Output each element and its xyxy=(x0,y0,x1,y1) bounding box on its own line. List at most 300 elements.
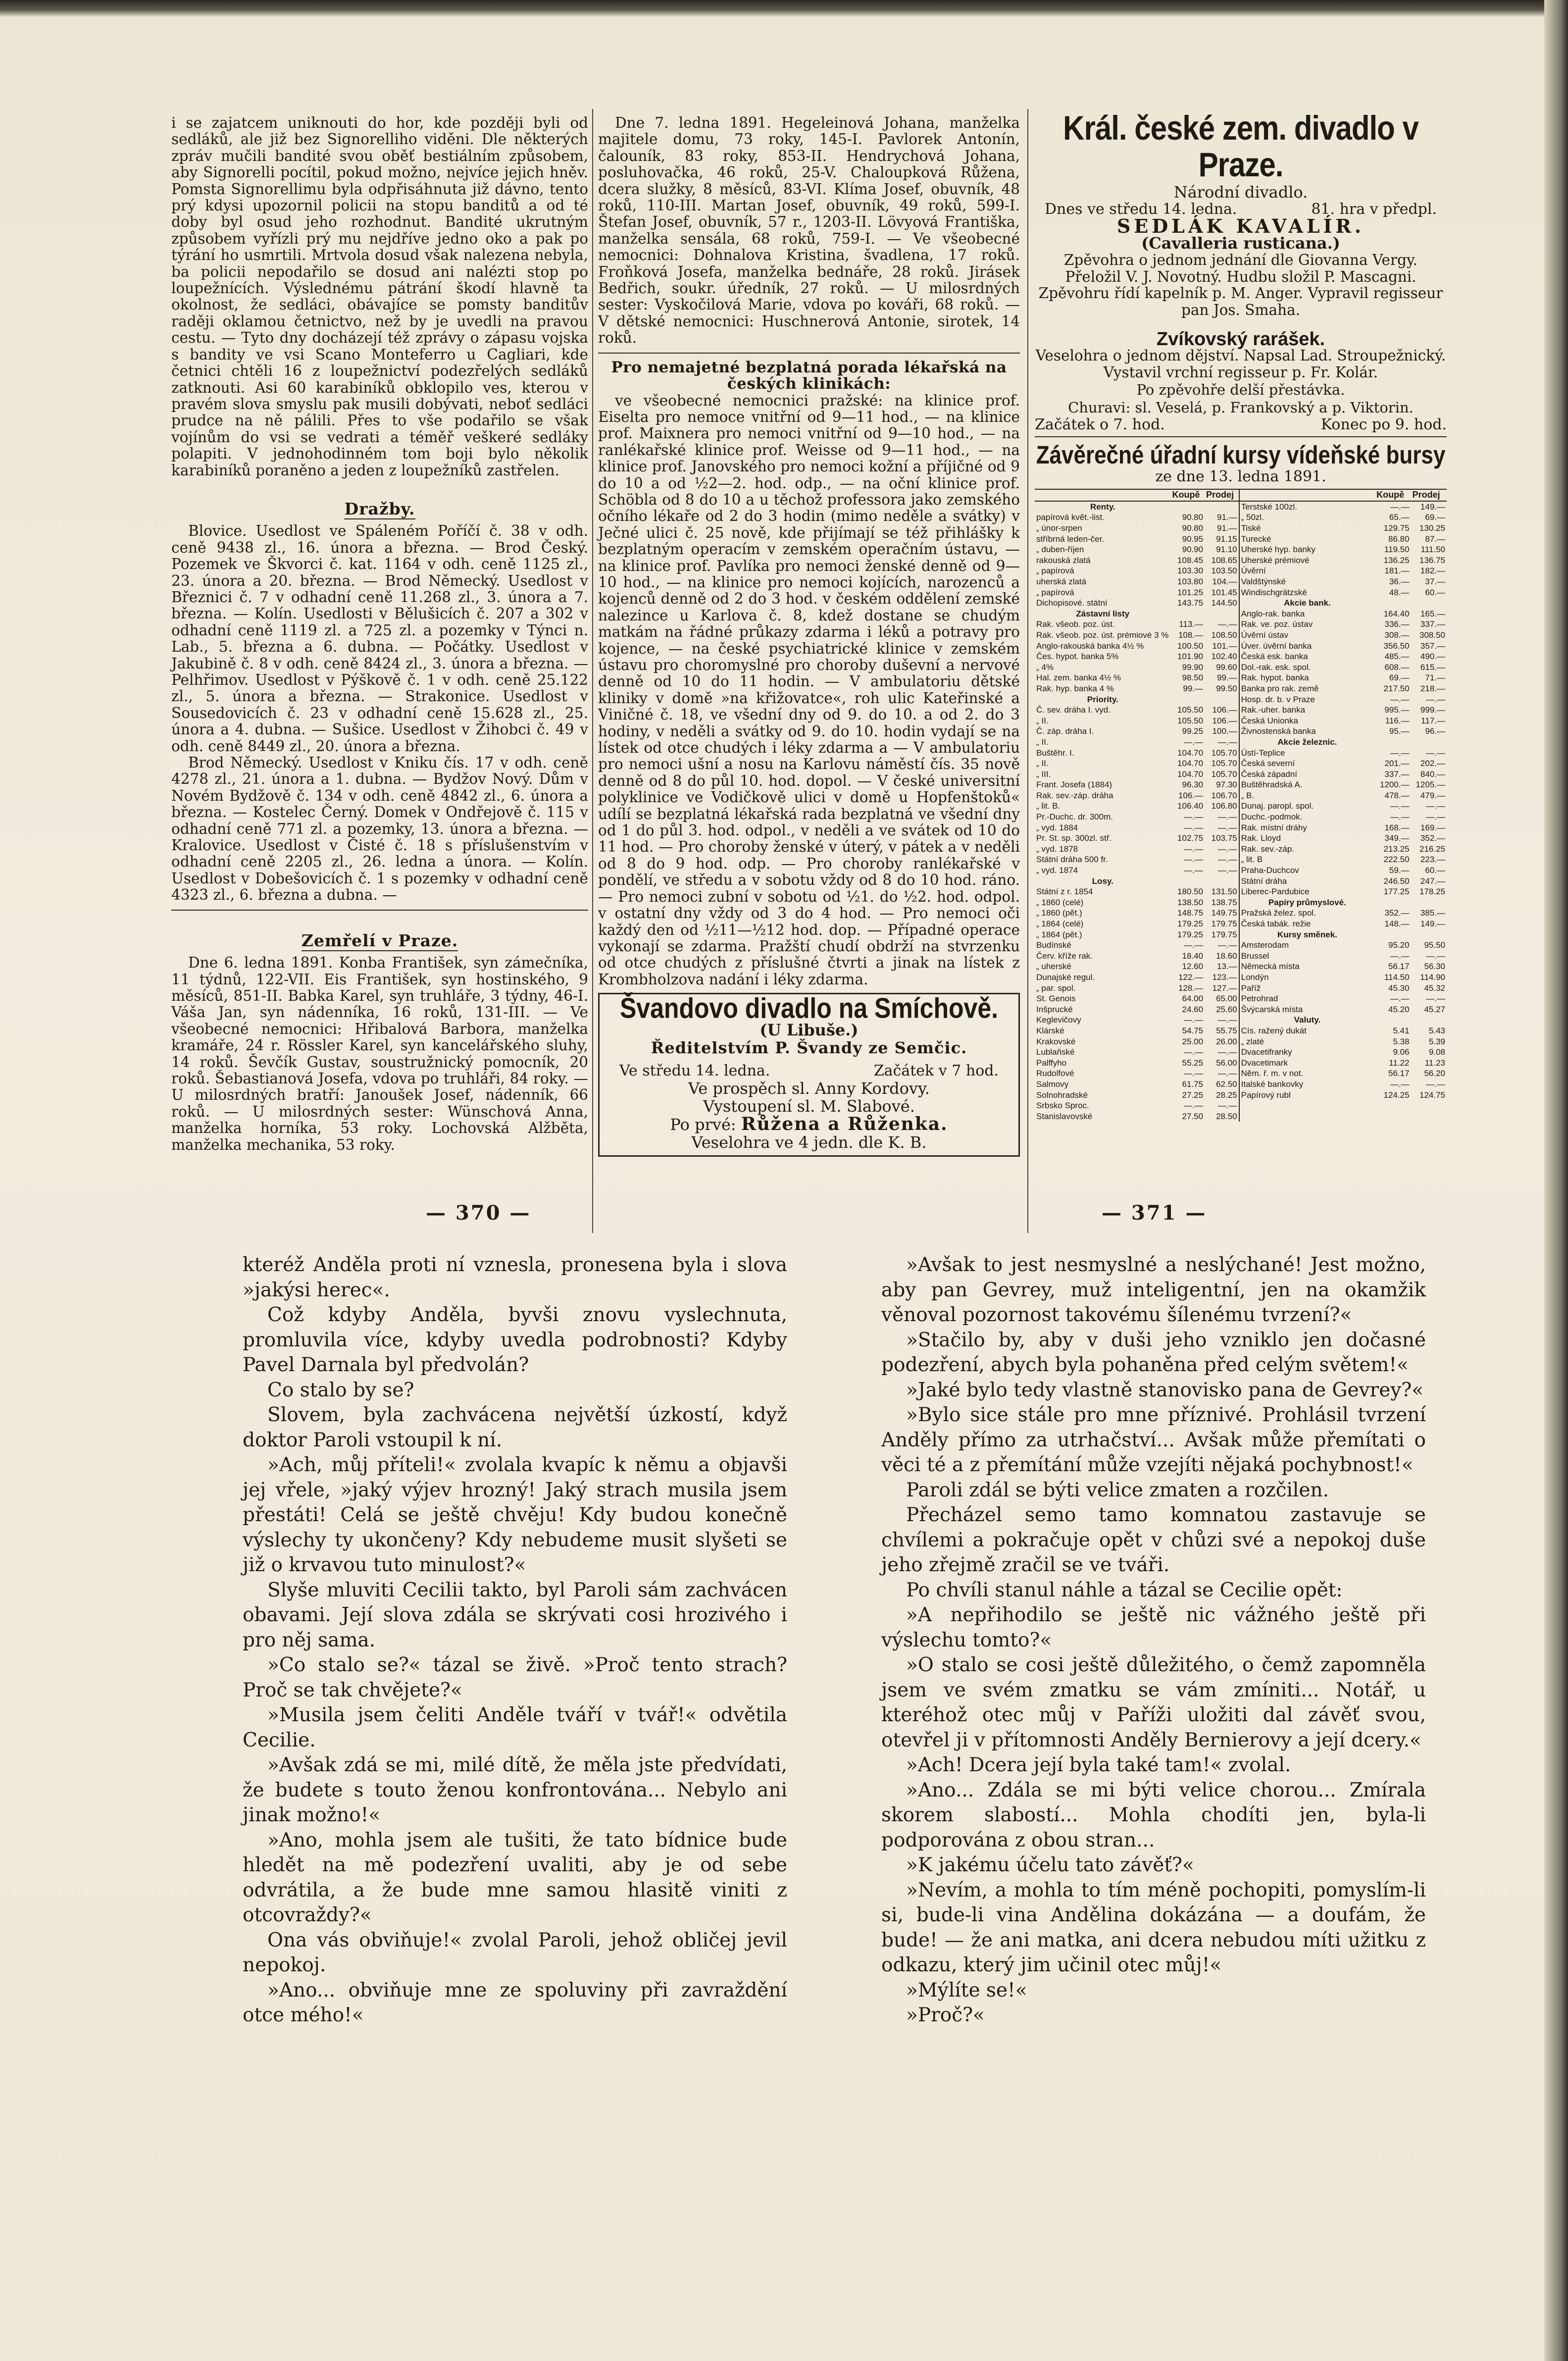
buy-price: 104.70 xyxy=(1177,769,1204,779)
novel-paragraph: »O stalo se cosi ještě důležitého, o čemž zapomněla jsem ve svém zmatku se vám zmíniti... Notář, u kteréhož otec můj v Paříži uložiti dal závěť svou, otevřel ji v přítomnosti Anděly Bernierovy a její dcery.« xyxy=(881,1654,1426,1751)
security-name: „ lit. B xyxy=(1239,854,1375,865)
sell-price: —.— xyxy=(1426,801,1445,811)
sell-price: —.— xyxy=(1217,1069,1237,1078)
buy-price: —.— xyxy=(1184,866,1204,875)
novel-paragraph: »Stačilo by, aby v duši jeho vzniklo jen dočasné podezření, abych byla pohaněna před celým světem!« xyxy=(881,1329,1426,1376)
security-name: „ 1860 (pět.) xyxy=(1036,908,1082,918)
security-name: „ II. xyxy=(1036,759,1049,769)
novel-paragraph: Slyše mluviti Cecilii takto, byl Paroli sám zachvácen obavami. Její slova zdála se skrývati cosi hrozivého i pro něj sama. xyxy=(243,1579,787,1651)
sell-price: 100.— xyxy=(1212,726,1237,736)
buy-price: 485.— xyxy=(1384,652,1410,662)
buy-price: 103.80 xyxy=(1177,577,1204,586)
buy-price: 24.60 xyxy=(1182,1004,1204,1014)
sell-price: 149.— xyxy=(1420,919,1445,928)
exchange-row xyxy=(1035,801,1447,812)
security-name: papírová květ.-list. xyxy=(1036,513,1105,522)
exchange-row xyxy=(1035,972,1447,983)
sell-price: —.— xyxy=(1217,866,1237,875)
buy-price: 308.— xyxy=(1384,630,1410,640)
sell-price: —.— xyxy=(1217,812,1237,822)
security-name: „ vyd. 1878 xyxy=(1036,844,1078,854)
exchange-row xyxy=(1035,833,1447,844)
buy-price: 122.— xyxy=(1178,972,1204,982)
buy-price: 103.30 xyxy=(1177,566,1204,576)
play-note: Po zpěvohře delší přestávka. xyxy=(1136,381,1345,399)
security-name: Rudolfové xyxy=(1036,1069,1074,1078)
security-name: „ 1864 (pět.) xyxy=(1036,929,1082,939)
sell-price: 840.— xyxy=(1420,769,1445,779)
buy-price: —.— xyxy=(1390,801,1410,811)
sell-price: 179.75 xyxy=(1211,929,1237,939)
buy-price: 201.— xyxy=(1384,759,1410,769)
auctions-list-2: Brod Německý. Usedlost v Kniku čís. 17 v odh. ceně 4278 zl., 21. února a 1. dubna. — Bydžov Nový. Dům v Novém Bydžově č. 134 v odh. ceně 4842 zl., 6. února a března. — Kostelec Černý. Domek v Ondřejově č. 115 v odhadní ceně 771 zl. a pozemky, 13. února a března. — Kralovice. Usedlost v Čisté č. 18 s příslušenstvím v odhadní ceně 2205 zl., 26. ledna a února. — Kolín. Usedlost v Dobešovicích č. 1 s pozemky v odhadní ceně 4323 zl., 6. března a dubna. — xyxy=(171,754,588,904)
buy-price xyxy=(1375,897,1411,908)
sell-price: 131.50 xyxy=(1211,887,1237,897)
security-name: „ 1860 (celé) xyxy=(1036,897,1084,907)
buy-price: 356.50 xyxy=(1383,641,1410,651)
security-name: „ 1864 (celé) xyxy=(1036,919,1084,928)
buy-price: 98.50 xyxy=(1182,673,1204,683)
security-name: Česká tabák. režie xyxy=(1239,919,1375,929)
buy-price: 48.— xyxy=(1389,587,1410,597)
novel-right-column xyxy=(881,1253,1426,2028)
sell-price: —.— xyxy=(1217,940,1237,950)
sell-price: 91.10 xyxy=(1216,545,1237,555)
national-theatre-title: Král. české zem. divadlo v Praze. xyxy=(1063,109,1418,184)
exchange-row xyxy=(1035,812,1447,822)
auctions-list-1: Blovice. Usedlost ve Spáleném Poříčí č. 38 v odh. ceně 9438 zl., 16. února a března. — Brod Český. Pozemek ve Škvorci č. kat. 1164 v odh. ceně 1125 zl., 23. února a 20. března. — Brod Německý. Usedlost v Březnici č. 7 v odhadní ceně 11.268 zl., 3. února a 7. března. — Kolín. Usedlosti v Bělušicích č. 207 a 302 v odhadní ceně 1119 zl. a 725 zl. a pozemky v Týnci n. Lab., 5. března a 6. dubna. — Počátky. Usedlost v Jakubině č. 8 v odh. ceně 8424 zl., 3. února a března. — Pelhřimov. Usedlost v Pýškově č. 1 v odh. ceně 25.122 zl., 5. února a března. — Strakonice. Usedlost v Sousedovicích č. 23 v odhadní ceně 15.628 zl., 25. února a 4. dubna. — Sušice. Usedlost v Žihobci č. 49 v odh. ceně 8449 zl., 20. února a března. xyxy=(171,522,588,755)
sell-price xyxy=(1411,598,1447,609)
sell-price: 105.70 xyxy=(1211,759,1237,769)
sell-price: 357.— xyxy=(1420,641,1445,651)
security-name: „ uherské xyxy=(1036,962,1071,972)
sell-price: 178.25 xyxy=(1419,887,1445,897)
exchange-row xyxy=(1035,672,1447,683)
sell-price: —.— xyxy=(1217,844,1237,854)
sell-price: 218.— xyxy=(1420,683,1445,693)
sell-price xyxy=(1411,897,1447,908)
buy-price: 90.90 xyxy=(1182,545,1204,555)
sell-price: 136.75 xyxy=(1419,555,1445,565)
security-name: Dvacetimark xyxy=(1239,1058,1375,1069)
security-name: Uherské hyp. banky xyxy=(1239,544,1375,555)
column-3 xyxy=(1035,109,1447,1122)
security-name: Srbsko Sproc. xyxy=(1036,1101,1089,1111)
exchange-row xyxy=(1035,587,1447,598)
sell-price: 37.— xyxy=(1425,577,1445,586)
buy-price: 124.25 xyxy=(1383,1090,1410,1100)
buy-price: 55.25 xyxy=(1182,1058,1204,1068)
novel-paragraph: Přecházel semo tamo komnatou zastavuje se chvílemi a pokračuje opět v chůzi své a nepokoj duše jeho zřejmě zračil se ve tváři. xyxy=(881,1504,1426,1576)
sell-price: 28.25 xyxy=(1216,1090,1237,1100)
page-number-right: — 371 — xyxy=(1102,1201,1207,1225)
exchange-row xyxy=(1035,501,1447,513)
buy-price: —.— xyxy=(1184,1101,1204,1111)
sell-price: —.— xyxy=(1217,1047,1237,1057)
security-name: Solnohradské xyxy=(1036,1090,1088,1100)
sell-price xyxy=(1411,1015,1447,1026)
novel-paragraph: »Avšak to jest nesmyslné a neslýchané! Jest možno, aby pan Gevrey, muž inteligentní, jen na okamžik věnoval pozornost takovému šílenému tvrzení?« xyxy=(881,1254,1426,1326)
security-name: Liberec-Pardubice xyxy=(1239,886,1375,897)
sell-price: 13.— xyxy=(1216,962,1237,972)
sell-price: —.— xyxy=(1217,1101,1237,1111)
buy-price: 136.25 xyxy=(1383,555,1410,565)
sell-price: 169.— xyxy=(1420,822,1445,832)
exchange-row xyxy=(1035,534,1447,545)
buy-price: 102.75 xyxy=(1177,833,1204,843)
deaths-heading: Zemřelí v Praze. xyxy=(301,930,458,950)
sell-price: 87.— xyxy=(1425,534,1445,544)
security-name: Hal. zem. banka 4½ % xyxy=(1036,673,1121,683)
sell-price: 26.00 xyxy=(1216,1036,1237,1046)
smichov-date-row xyxy=(605,1063,1013,1079)
security-name: Tiské xyxy=(1239,523,1375,534)
smichov-date: Ve středu 14. ledna. xyxy=(619,1062,770,1079)
buy-price: 56.17 xyxy=(1388,962,1410,972)
buy-price: 25.00 xyxy=(1182,1036,1204,1046)
novel-paragraph: Což kdyby Anděla, byvši znovu vyslechnuta, promluvila více, kdyby uvedla podrobnosti? Kdyby Pavel Darnala byl předvolán? xyxy=(243,1304,787,1376)
sell-price: 105.70 xyxy=(1211,769,1237,779)
sell-price: 337.— xyxy=(1420,619,1445,629)
sell-price: 104.— xyxy=(1212,577,1237,586)
exchange-row xyxy=(1035,908,1447,919)
exchange-row xyxy=(1035,1090,1447,1101)
exchange-row xyxy=(1035,619,1447,630)
novel-paragraph: Po chvíli stanul náhle a tázal se Cecilie opět: xyxy=(906,1579,1343,1601)
exchange-row xyxy=(1035,854,1447,865)
sell-price: 202.— xyxy=(1420,759,1445,769)
security-name: Brussel xyxy=(1239,951,1375,962)
sell-price: 99.60 xyxy=(1216,662,1237,672)
sell-price: 106.80 xyxy=(1211,801,1237,811)
novel-paragraph: »Bylo sice stále pro mne příznivé. Prohlásil tvrzení Anděly přímo za utrhačství... Avšak může přemítati o věci té a z přemítání může vzejíti nějaká pochybnost!« xyxy=(881,1404,1426,1476)
buy-price xyxy=(1171,501,1205,513)
sell-price: 55.75 xyxy=(1216,1026,1237,1035)
sell-price: —.— xyxy=(1426,748,1445,758)
buy-price: 143.75 xyxy=(1177,598,1204,608)
exchange-row xyxy=(1035,1100,1447,1111)
security-name: Papírový rubl xyxy=(1239,1090,1375,1101)
buy-price: 349.— xyxy=(1384,833,1410,843)
buy-price: 90.80 xyxy=(1182,513,1204,522)
novel-paragraph: »Mýlíte se!« xyxy=(906,1979,1027,2002)
sell-price: 91.— xyxy=(1216,523,1237,533)
security-name: „ 4% xyxy=(1036,662,1054,672)
buy-price: 106.40 xyxy=(1177,801,1204,811)
security-name: Dol.-rak. esk. spol. xyxy=(1239,662,1375,673)
security-name: Londýn xyxy=(1239,972,1375,983)
exchange-row xyxy=(1035,897,1447,908)
security-name: Uherské prémiové xyxy=(1239,555,1375,566)
exchange-row xyxy=(1035,929,1447,940)
exchange-row xyxy=(1035,983,1447,994)
auctions-heading: Dražby. xyxy=(344,499,415,518)
security-name: Ústí-Teplice xyxy=(1239,748,1375,759)
sell-price: 56.30 xyxy=(1424,962,1445,972)
sell-price: 1205.— xyxy=(1416,780,1445,790)
sell-price: 490.— xyxy=(1420,652,1445,662)
exchange-row xyxy=(1035,961,1447,972)
buy-price: 179.25 xyxy=(1177,919,1204,928)
exchange-row xyxy=(1035,1015,1447,1026)
sell-price: 138.75 xyxy=(1211,897,1237,907)
column-rule xyxy=(592,109,593,1233)
buy-price: 336.— xyxy=(1384,619,1410,629)
novel-paragraph: »Ano, mohla jsem ale tušiti, že tato bídnice bude hledět na mě podezření uvaliti, aby je od sebe odvrátila, a že bude mne samou hlasitě viniti z otcovraždy?« xyxy=(243,1829,787,1926)
exchange-row xyxy=(1035,748,1447,759)
security-name: Čes. hypot. banka 5% xyxy=(1036,652,1119,662)
exchange-row xyxy=(1035,1026,1447,1036)
buy-price: —.— xyxy=(1390,812,1410,822)
exchange-row xyxy=(1035,512,1447,523)
sell-price: 108.50 xyxy=(1211,630,1237,640)
sell-price: 108.65 xyxy=(1211,555,1237,565)
buy-price: —.— xyxy=(1184,1047,1204,1057)
security-name: Rak. hyp. banka 4 % xyxy=(1036,683,1114,693)
buy-price: 148.75 xyxy=(1177,908,1204,918)
security-name: Státní dráha 500 fr. xyxy=(1036,855,1108,865)
sell-price: 615.— xyxy=(1420,662,1445,672)
buy-price: 104.70 xyxy=(1177,759,1204,769)
exchange-row xyxy=(1035,662,1447,673)
security-name: Duchc.-podmok. xyxy=(1239,812,1375,822)
sell-price: 28.50 xyxy=(1216,1111,1237,1121)
buy-price: 106.— xyxy=(1178,790,1204,800)
sell-price: 25.60 xyxy=(1216,1004,1237,1014)
exchange-row xyxy=(1035,544,1447,555)
novel-paragraph: »Co stalo se?« tázal se živě. »Proč tento strach? Proč se tak chvějete?« xyxy=(243,1654,787,1701)
exchange-row xyxy=(1035,1036,1447,1047)
security-name: Dunaj. paropl. spol. xyxy=(1239,801,1375,812)
sell-price: 216.25 xyxy=(1419,844,1445,854)
buy-price: 61.75 xyxy=(1182,1079,1204,1089)
buy-price xyxy=(1375,598,1411,609)
buy-price: 11.22 xyxy=(1389,1058,1410,1068)
security-name: Česká Unionka xyxy=(1239,716,1375,726)
exchange-section-heading: Kursy směnek. xyxy=(1239,929,1375,940)
sell-price: 308.50 xyxy=(1419,630,1445,640)
security-name: Dvacetifranky xyxy=(1239,1047,1375,1058)
opera-title: SEDLÁK KAVALÍR. xyxy=(1116,215,1365,237)
buy-price: 180.50 xyxy=(1177,887,1204,897)
security-name: Rak. všeob. poz. úst. xyxy=(1036,619,1115,629)
divider xyxy=(171,910,588,911)
security-name: „ zlaté xyxy=(1239,1036,1375,1047)
smichov-guest: Vystoupení sl. M. Slabové. xyxy=(703,1096,915,1116)
article-bandits: i se zajatcem uniknouti do hor, kde později byli od sedláků, ale již bez Signorelliho viděni. Dle některých zpráv mučili bandité svou oběť bestiálním způsobem, aby Signorelli pocítil, pokud možno, nejvíce jejich hněv. Pomsta Signorellimu byla odpřisáhnuta již dávno, tento prý kdysi upozornil policii na stopu banditů a od té doby byl osud jeho rozhodnut. Bandité ukrutným způsobem vyřízli prý mu nejdříve jedno oko a pak po týrání ho usmrtili. Mrtvola dosud však nalezena nebyla, ba policii nepodařilo se dosud ani nalézti stop po loupežnících. Výslednému pátrání škodí hlavně ta okolnost, že sedláci, obávajíce se pomsty banditův raději oklamou četnictvo, než by je uvedli na pravou cestu. — Tyto dny docházejí též zprávy o zápasu vojska s bandity ve vsi Scano Monteferro u Cagliari, kde četnici chtěli 16 z loupežnictví podezřelých sedláků zatknouti. Asi 60 karabiníků obklopilo ves, kterou v pravém slova smyslu pak musili dobývati, neboť sedláci prudce na ně pálili. Přes to vše podařilo se však vojínům do vsi se vedrati a téměř veškeré sedláky polapiti. V jednohodinném tom boji bylo několik karabiníků poraněno a jeden z loupežníků zastřelen. xyxy=(171,114,588,479)
sell-price: 127.— xyxy=(1212,983,1237,993)
sell-price: —.— xyxy=(1217,855,1237,865)
buy-price: 69.— xyxy=(1389,673,1410,683)
security-name: Dunajské regul. xyxy=(1036,972,1095,982)
novel-paragraph: »Jaké bylo tedy vlastně stanovisko pana de Gevrey?« xyxy=(906,1379,1424,1401)
sell-price: 352.— xyxy=(1420,833,1445,843)
exchange-section-heading: Renty. xyxy=(1090,502,1115,512)
buy-price: 86.80 xyxy=(1388,534,1410,544)
novel-paragraph: »Proč?« xyxy=(906,2004,985,2026)
security-name: Rak. sev.-záp. dráha xyxy=(1036,790,1113,800)
buy-price: 213.25 xyxy=(1383,844,1410,854)
buy-price: 114.50 xyxy=(1384,972,1410,982)
buy-price: 27.25 xyxy=(1182,1090,1204,1100)
sell-price: 223.— xyxy=(1420,855,1445,865)
security-name: Rak. sev.-záp. xyxy=(1239,844,1375,855)
exchange-row xyxy=(1035,1111,1447,1122)
exchange-row xyxy=(1035,779,1447,790)
sell-price: 97.30 xyxy=(1216,780,1237,790)
buy-price xyxy=(1375,737,1411,748)
exchange-row xyxy=(1035,523,1447,534)
buy-price: 99.90 xyxy=(1182,662,1204,672)
novel-paragraph: »K jakému účelu tato závěť?« xyxy=(906,1854,1194,1876)
sell-price: 56.00 xyxy=(1216,1058,1237,1068)
exchange-row xyxy=(1035,683,1447,694)
buy-price: —.— xyxy=(1184,812,1204,822)
security-name: Krakovské xyxy=(1036,1036,1076,1046)
theatre-end: Konec po 9. hod. xyxy=(1320,416,1447,434)
buy-price: 45.20 xyxy=(1388,1004,1410,1014)
security-name: Cís. ražený dukát xyxy=(1239,1026,1375,1036)
clinic-notice: ve všeobecné nemocnici pražské: na klinice prof. Eiselta pro nemoce vnitřní od 9—11 hod., — na klinice prof. Maixnera pro nemoci vnitřní od 9—10 hod., — na ranlékařské klinice prof. Weisse od 9—11 hod., — na klinice prof. Janovského pro nemoci kožní a příjičné od 9 do 10 a od ½2—2. hod. odp., — na oční klinice prof. Schöbla od 8 do 10 a u těchož professora jako zemského očního lékaře od 2 do 3 hodin (mimo neděle a svátky) v Ječné ulici č. 25 nově, kde přijímají se též přihlášky k bezplatným operacím v zemském operačním ústavu, — na klinice prof. Pavlíka pro nemoci ženské denně od 9—10 hod., — na klinice pro nemoci kojících, narozenců a kojenců denně od 2 do 3 hod. v českém oddělení zemské nalezince u Karlova č. 8, kdež dostane se chudým matkám na řádné průkazy zdarma i léků a potravy pro kojence, — na české psychiatrické klinice v zemském ústavu pro choromyslné pro choroby duševní a nervové denně od 10 do 11 hodin. — V ambulatoriu dětské kliniky v domě »na křižovatce«, roh ulic Kateřinské a Viničné č. 18, ve všední dny od 9. do 10. a od 2. do 3 hodiny, v neděli a svátky od 9. do 10. hodin vydají se na lístek od otce chudých i léky zdarma a — V ambulatoriu pro nemoci ušní a nosu na Karlovu náměstí čís. 35 nově denně od 8 do půl 10. hod. dopol. — V české universitní polyklinice ve Vodičkově ulici v domě u Hopfenštoků« udílí se bezplatná lékařská rada bezplatná ve všední dny od 1 do půl 3. hod. odpol., v neděli a ve svátek od 10 do 11 hod. — Pro choroby ženské v úterý, v pátek a v neděli od 8 do 9 hod. odp. — Pro choroby ranlékařské v pondělí, ve středu a v sobotu vždy od 8 do 10 hod. ráno. — Pro nemoci zubní v sobotu od ½1. do ½2. hod. odpol. v ostatní dny vždy od 3 do 4 hod. — Pro nemoci oči každý den od ½11—½12 hod. dop. — Případné operace vykonají se zdarma. Pražští chudí obdrží na stvrzenku od otce chudých z příslušné čtvrti a jinak na lístek z Krombholzova nadání i léky zdarma. xyxy=(598,392,1020,988)
buy-price: 5.38 xyxy=(1393,1036,1410,1046)
opera-subtitle: (Cavalleria rusticana.) xyxy=(1141,234,1340,253)
sell-price: 9.08 xyxy=(1428,1047,1445,1057)
buy-price xyxy=(1171,694,1205,705)
buy-price: —.— xyxy=(1184,822,1204,832)
buy-price: 12.60 xyxy=(1182,962,1204,972)
exchange-row xyxy=(1035,844,1447,855)
sell-price xyxy=(1411,929,1447,940)
sell-price: 103.50 xyxy=(1211,566,1237,576)
buy-price: 222.50 xyxy=(1383,855,1410,865)
buy-price: 59.— xyxy=(1389,866,1410,875)
sell-price: 71.— xyxy=(1425,673,1445,683)
exchange-row xyxy=(1035,565,1447,576)
security-name: Státní z r. 1854 xyxy=(1036,887,1093,897)
security-name: Valdštýnské xyxy=(1239,576,1375,587)
security-name: Paříž xyxy=(1239,983,1375,994)
novel-paragraph: Ona vás obviňuje!« zvolal Paroli, jehož obličej jevil nepokoj. xyxy=(243,1929,787,1976)
exchange-section-heading: Zástavní listy xyxy=(1076,609,1130,618)
sell-price: 117.— xyxy=(1421,716,1445,725)
vienna-bourse-title: Závěrečné úřadní kursy vídeňské bursy xyxy=(1036,441,1446,469)
exchange-row xyxy=(1035,705,1447,716)
sell-price: 479.— xyxy=(1420,790,1445,800)
security-name: „ B. xyxy=(1239,790,1375,801)
buy-price: 246.50 xyxy=(1383,876,1410,886)
sell-price: 165.— xyxy=(1420,609,1445,618)
sell-price: 5.39 xyxy=(1428,1036,1445,1046)
novel-paragraph: »Avšak zdá se mi, milé dítě, že měla jste předvídati, že budete s touto ženou konfrontována... Nebylo ani jinak možno!« xyxy=(243,1754,787,1826)
sell-price xyxy=(1205,694,1239,705)
buy-price xyxy=(1171,609,1205,619)
sell-price: 96.— xyxy=(1425,726,1445,736)
sell-price: 11.23 xyxy=(1424,1058,1445,1068)
exchange-section-heading: Papíry průmyslové. xyxy=(1239,897,1375,908)
smichov-theatre-subtitle: (U Libuše.) xyxy=(759,1020,859,1039)
buy-price: 352.— xyxy=(1384,908,1410,918)
buy-price: 217.50 xyxy=(1383,683,1410,693)
sell-price: —.— xyxy=(1426,812,1445,822)
buy-price: 45.30 xyxy=(1388,983,1410,993)
sell-price xyxy=(1411,737,1447,748)
national-theatre-date: Dnes ve středu 14. ledna. xyxy=(1045,201,1237,218)
header-sell: Prodej xyxy=(1205,489,1239,501)
buy-price: —.— xyxy=(1184,940,1204,950)
exchange-row xyxy=(1035,1079,1447,1090)
buy-price: 608.— xyxy=(1384,662,1410,672)
security-name: Keglevičovy xyxy=(1036,1015,1081,1025)
buy-price: —.— xyxy=(1390,502,1410,512)
security-name: Anglo-rakouská banka 4½ % xyxy=(1036,641,1144,651)
security-name: Česká západní xyxy=(1239,769,1375,780)
sell-price: 114.90 xyxy=(1420,972,1445,982)
security-name: „ únor-srpen xyxy=(1036,523,1082,533)
header-buy: Koupě xyxy=(1171,489,1205,501)
sell-price: 999.— xyxy=(1420,705,1445,715)
buy-price: 177.25 xyxy=(1383,887,1410,897)
exchange-row xyxy=(1035,555,1447,566)
sell-price: 5.43 xyxy=(1428,1026,1445,1035)
buy-price xyxy=(1375,1015,1411,1026)
page-number-left: — 370 — xyxy=(426,1201,531,1225)
security-name: Česká esk. banka xyxy=(1239,651,1375,662)
sell-price: 95.50 xyxy=(1424,940,1445,950)
exchange-row xyxy=(1035,694,1447,705)
security-name: „ vyd. 1884 xyxy=(1036,822,1078,832)
buy-price: 164.40 xyxy=(1383,609,1410,618)
buy-price: 95.20 xyxy=(1388,940,1410,950)
sell-price xyxy=(1205,876,1239,887)
exchange-section-heading: Valuty. xyxy=(1239,1015,1375,1026)
security-name: Frant. Josefa (1884) xyxy=(1036,780,1113,790)
sell-price: 101.— xyxy=(1212,641,1237,651)
buy-price: 18.40 xyxy=(1182,951,1204,961)
column-rule xyxy=(1027,109,1028,1233)
sell-price: 106.70 xyxy=(1211,790,1237,800)
buy-price: 108.45 xyxy=(1177,555,1204,565)
security-name: Windischgrätzské xyxy=(1239,587,1375,598)
security-name: Salmovy xyxy=(1036,1079,1069,1089)
theatre-start: Začátek o 7. hod. xyxy=(1035,416,1165,434)
sell-price: —.— xyxy=(1426,951,1445,961)
novel-paragraph: Slovem, byla zachvácena největší úzkostí, když doktor Paroli vstoupil k ní. xyxy=(243,1404,787,1451)
exchange-table xyxy=(1035,489,1447,1122)
play-description: Veselohra o jednom dějství. Napsal Lad. Stroupežnický. Vystavil vrchní regisseur p. Fr. Kolár. xyxy=(1035,347,1446,381)
security-name: Rak.-uher. banka xyxy=(1239,705,1375,716)
security-name: Banka pro rak. země xyxy=(1239,683,1375,694)
buy-price: 96.30 xyxy=(1182,780,1204,790)
smichov-benefit: Ve prospěch sl. Anny Kordovy. xyxy=(688,1078,930,1098)
exchange-row xyxy=(1035,940,1447,951)
smichov-theatre-ad xyxy=(598,993,1020,1156)
exchange-row xyxy=(1035,790,1447,801)
buy-price: 100.50 xyxy=(1177,641,1204,651)
buy-price: 113.— xyxy=(1179,619,1204,629)
sell-price: 91.— xyxy=(1216,513,1237,522)
buy-price: 95.— xyxy=(1389,726,1410,736)
security-name: „ 50zl. xyxy=(1239,512,1375,523)
sell-price: 103.75 xyxy=(1211,833,1237,843)
sell-price: —.— xyxy=(1426,1079,1445,1089)
scan-right-edge xyxy=(1544,0,1568,2361)
sell-price: —.— xyxy=(1217,737,1237,747)
novel-paragraph: »Musila jsem čeliti Anděle tváří v tvář!« odvětila Cecilie. xyxy=(243,1704,787,1751)
security-name: Úvěrní xyxy=(1239,565,1375,576)
security-name: Lublaňské xyxy=(1036,1047,1075,1057)
security-name: „ II. xyxy=(1036,737,1049,747)
exchange-row xyxy=(1035,726,1447,737)
